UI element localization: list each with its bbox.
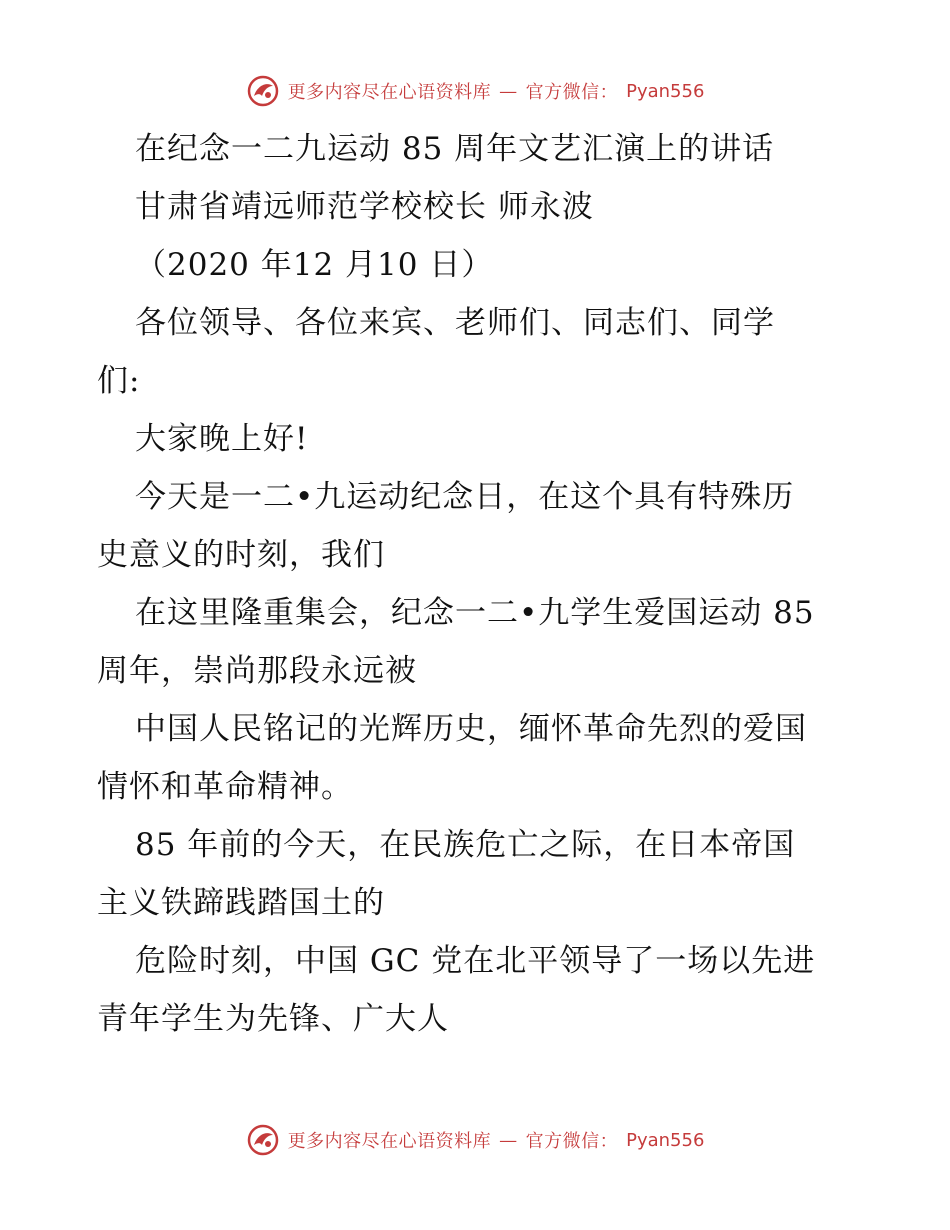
paragraph-3-line-1: 中国人民铭记的光辉历史，缅怀革命先烈的爱国	[135, 711, 807, 747]
phoenix-logo-icon	[246, 74, 280, 108]
watermark-wechat-id: Pyan556	[626, 1129, 705, 1151]
watermark-banner-top	[0, 71, 950, 111]
paragraph-5-line-1: 危险时刻，中国 GC 党在北平领导了一场以先进	[135, 943, 816, 979]
salutation-line-2: 们:	[97, 363, 141, 399]
paragraph-4-line-1: 85 年前的今天，在民族危亡之际，在日本帝国	[135, 827, 796, 863]
watermark-site-text: 更多内容尽在心语资料库	[287, 1131, 492, 1152]
phoenix-logo-icon	[246, 1123, 280, 1157]
paragraph-1-line-2: 史意义的时刻，我们	[97, 537, 385, 573]
document-body	[97, 120, 857, 1048]
salutation-line-1: 各位领导、各位来宾、老师们、同志们、同学	[135, 305, 775, 341]
watermark-wechat-label: 官方微信：	[525, 82, 619, 103]
watermark-dash: —	[499, 1129, 518, 1151]
watermark-wechat-label: 官方微信：	[525, 1131, 619, 1152]
greeting: 大家晚上好!	[135, 421, 309, 457]
watermark-dash: —	[499, 80, 518, 102]
paragraph-5-line-2: 青年学生为先锋、广大人	[97, 1001, 449, 1037]
paragraph-4-line-2: 主义铁蹄践踏国土的	[97, 885, 385, 921]
document-title: 在纪念一二九运动 85 周年文艺汇演上的讲话	[135, 131, 775, 167]
watermark-banner-bottom	[0, 1120, 950, 1160]
paragraph-2-line-1: 在这里隆重集会，纪念一二•九学生爱国运动 85	[135, 595, 815, 631]
watermark-site-text: 更多内容尽在心语资料库	[287, 82, 492, 103]
document-date: （2020 年12 月10 日）	[135, 247, 494, 283]
document-author: 甘肃省靖远师范学校校长 师永波	[135, 189, 594, 225]
paragraph-3-line-2: 情怀和革命精神。	[97, 769, 353, 805]
paragraph-2-line-2: 周年，崇尚那段永远被	[97, 653, 417, 689]
watermark-wechat-id: Pyan556	[626, 80, 705, 102]
paragraph-1-line-1: 今天是一二•九运动纪念日，在这个具有特殊历	[135, 479, 795, 515]
